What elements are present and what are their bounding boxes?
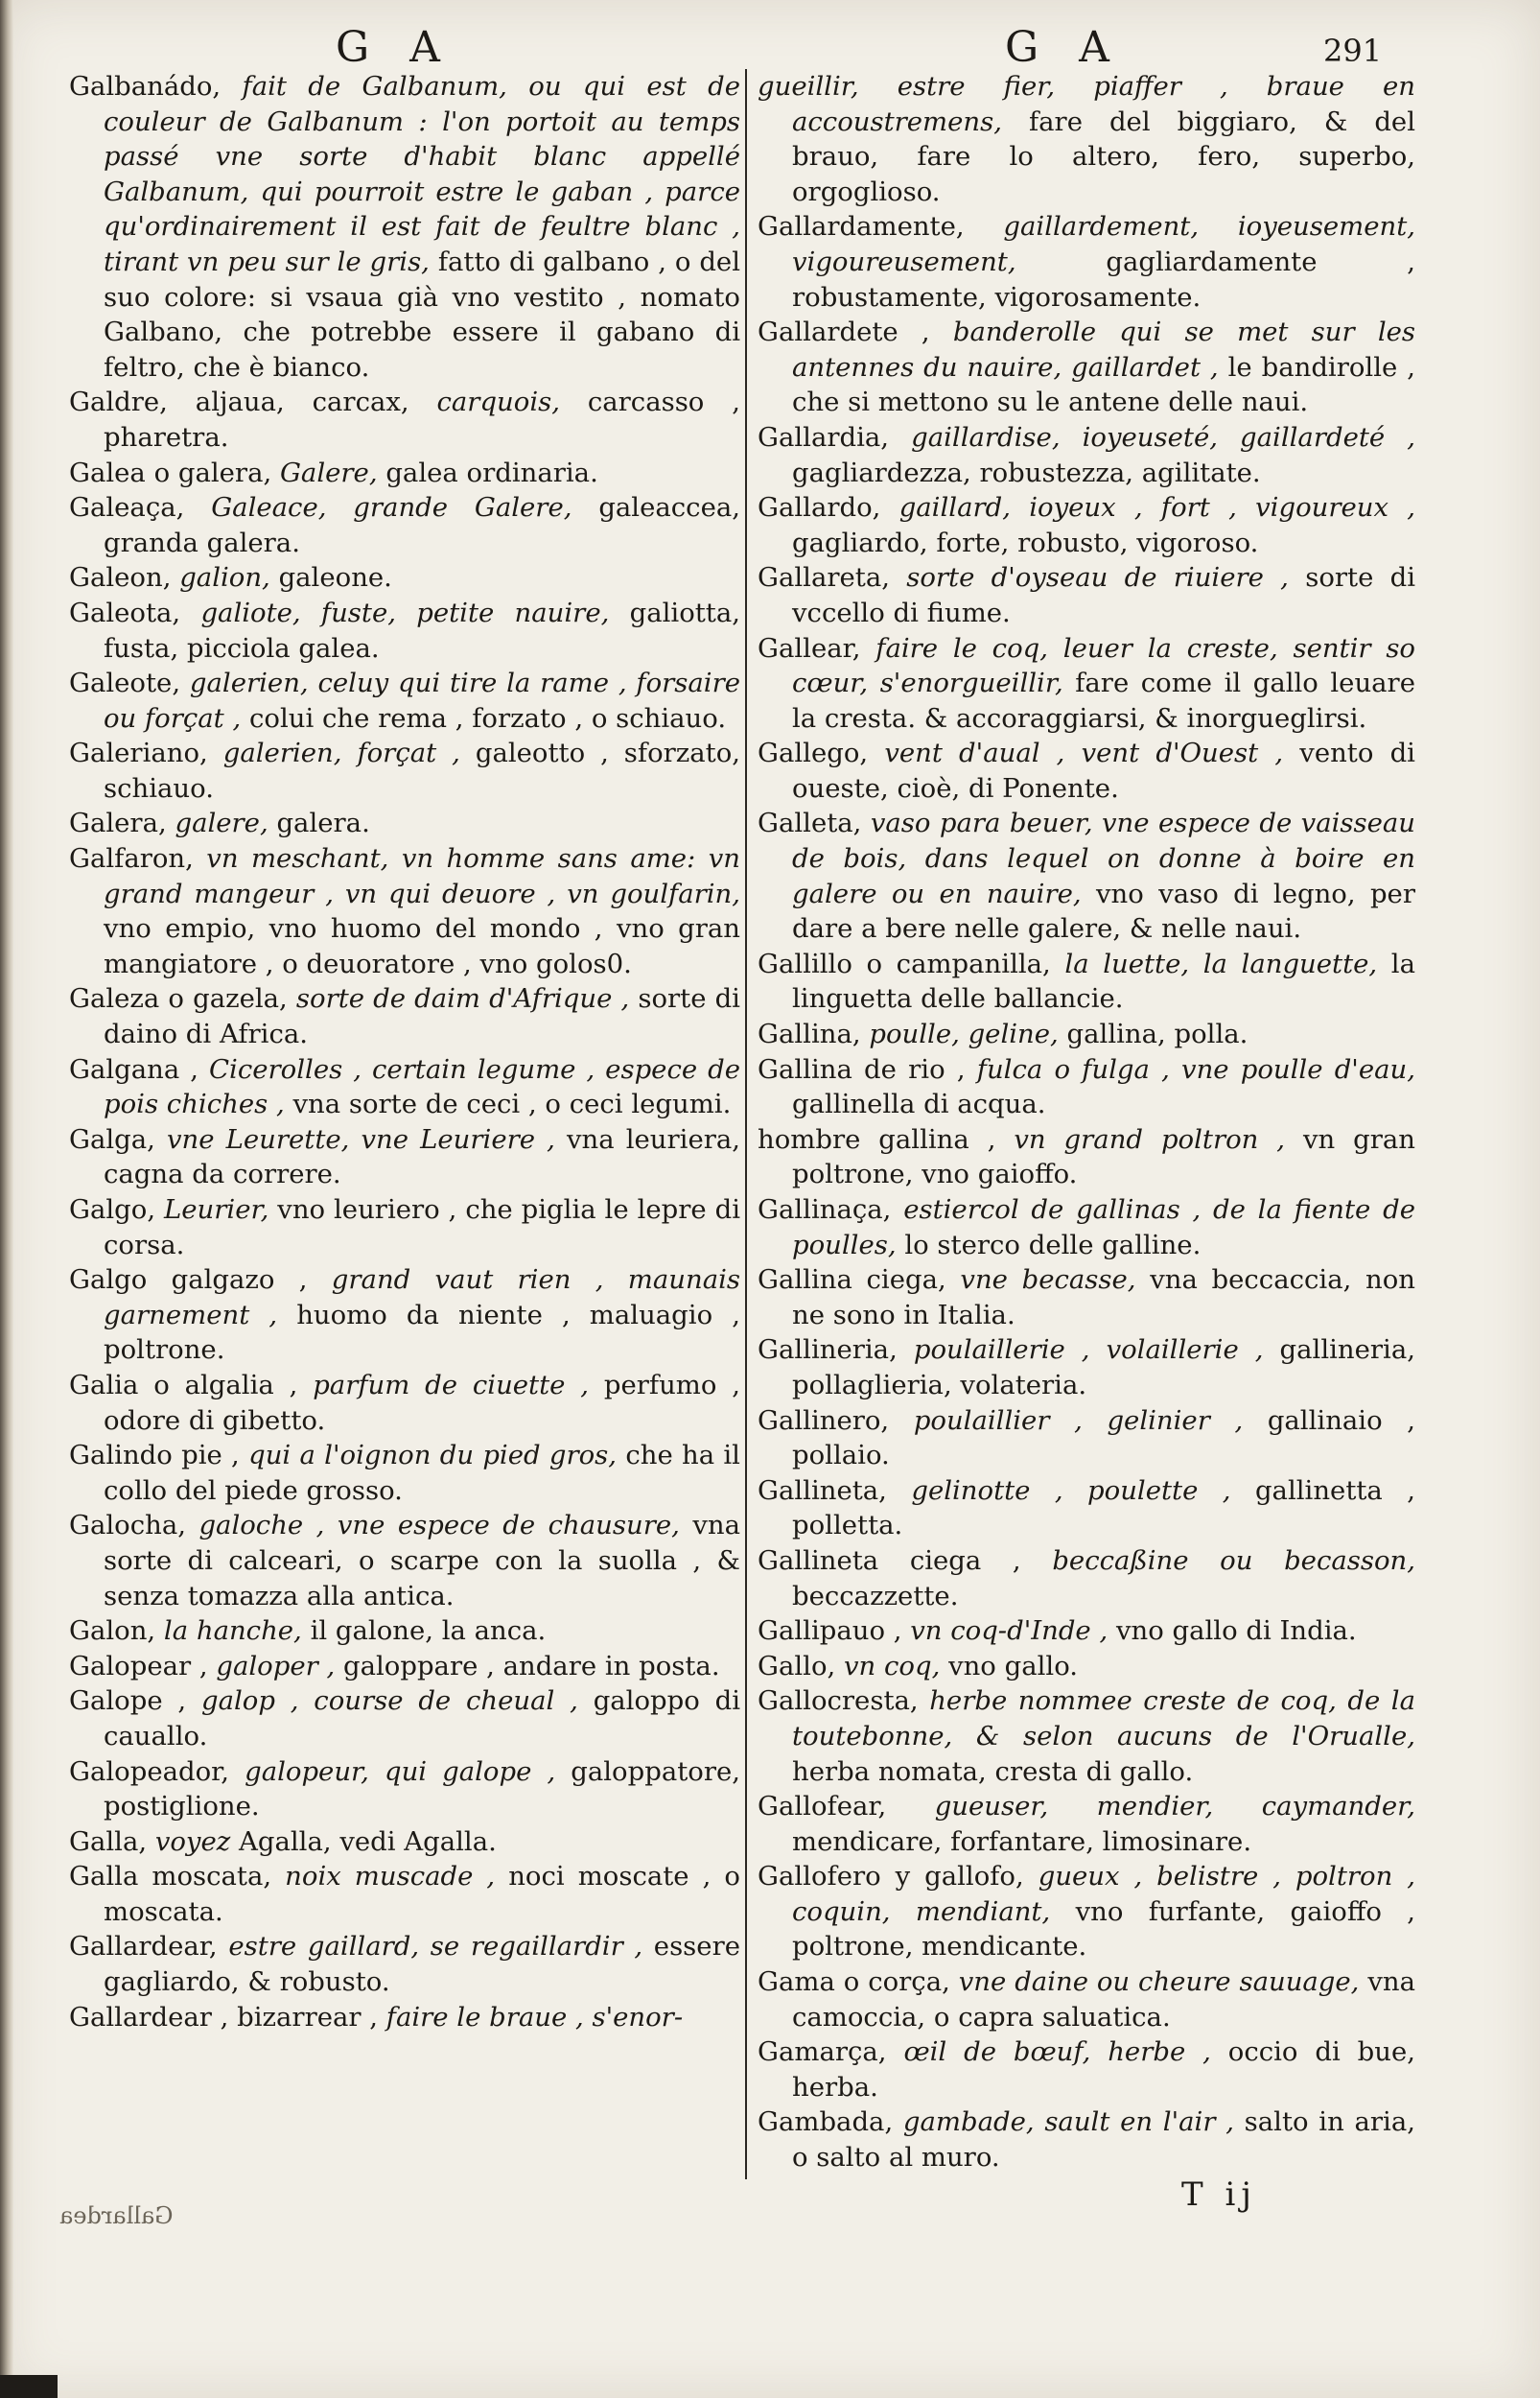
entry-french: galoper , [216, 1650, 336, 1681]
entry-french: estre gaillard, se regaillardir , [228, 1931, 643, 1963]
dictionary-entry [758, 1789, 1415, 1859]
entry-french: gaillardement, ioyeusement, vigoureusement, [792, 211, 1415, 277]
entry-headword: Galeota, [69, 597, 181, 628]
dictionary-entry [758, 1649, 1415, 1684]
entry-headword: Gallipauo , [758, 1615, 902, 1647]
dictionary-entry [69, 1613, 740, 1649]
dictionary-entry [758, 1613, 1415, 1649]
entry-headword: Galeon, [69, 562, 172, 594]
entry-headword: Gallineria, [758, 1334, 898, 1366]
entry-french: Galere, [279, 457, 378, 488]
entry-headword: Galgo, [69, 1194, 156, 1225]
entry-french: la hanche, [163, 1615, 302, 1647]
entry-headword: Gallardear , bizarrear , [69, 2001, 379, 2033]
dictionary-entry [758, 1192, 1415, 1262]
entry-italian: vna sorte de ceci , o ceci legumi. [292, 1089, 732, 1120]
dictionary-entry [758, 209, 1415, 315]
entry-headword: Galera, [69, 808, 167, 839]
entry-italian: gallinetta , polletta. [792, 1474, 1415, 1541]
dictionary-entry [69, 666, 740, 736]
entry-headword: Gallofear, [758, 1791, 887, 1822]
dictionary-entry [758, 69, 1415, 209]
entry-headword: Galeza o gazela, [69, 983, 288, 1015]
dictionary-entry [758, 1543, 1415, 1613]
entry-italian: mendicare, forfantare, limosinare. [792, 1825, 1252, 1857]
entry-italian: lo sterco delle galline. [904, 1229, 1202, 1260]
dictionary-entry [69, 1192, 740, 1262]
entry-french: estiercol de gallinas , de la fiente de poulles, [792, 1194, 1415, 1260]
dictionary-entry [758, 806, 1415, 946]
entry-french: vaso para beuer, vne espece de vaisseau de bois, dans lequel on donne à boire en galere ou en nauire, [792, 808, 1415, 909]
entry-french: gaillard, ioyeux , fort , vigoureux , [898, 492, 1415, 524]
dictionary-entry [69, 560, 740, 596]
entry-italian: Agalla, vedi Agalla. [239, 1825, 497, 1857]
dictionary-entry [758, 1859, 1415, 1964]
entry-italian: gallina, polla. [1066, 1019, 1248, 1050]
page-number: 291 [1323, 33, 1383, 69]
dictionary-entry [758, 1052, 1415, 1122]
entry-french: œil de bœuf, herbe , [903, 2036, 1211, 2068]
dictionary-entry [758, 1473, 1415, 1543]
entry-french: gambade, sault en l'air , [902, 2106, 1234, 2138]
entry-french: grand vaut rien , maunais garnement , [104, 1264, 740, 1330]
entry-headword: Gallear, [758, 632, 861, 664]
dictionary-entry [69, 806, 740, 841]
dictionary-entry [69, 1368, 740, 1438]
entry-french: galiote, fuste, petite nauire, [200, 597, 610, 628]
entry-headword: Gallardamente, [758, 211, 965, 243]
entry-headword: Galleta, [758, 808, 862, 839]
running-header [0, 19, 1540, 77]
entry-headword: Galgana , [69, 1053, 199, 1085]
entry-italian: gallineria, pollaglieria, volateria. [792, 1334, 1415, 1400]
entry-italian: vna camoccia, o capra saluatica. [792, 1966, 1415, 2033]
left-running-head: G A [336, 23, 454, 72]
entry-headword: Galon, [69, 1615, 156, 1647]
entry-italian: occio di bue, herba. [792, 2036, 1416, 2103]
entry-italian: il galone, la anca. [310, 1615, 547, 1647]
entry-french: galere, [175, 808, 268, 839]
entry-headword: Galeote, [69, 668, 181, 699]
entry-french: vn coq-d'Inde , [910, 1615, 1108, 1647]
show-through-mark: Gallardea [59, 2202, 174, 2229]
entry-italian: vno furfante, gaioffo , poltrone, mendicante. [792, 1895, 1416, 1963]
entry-headword: Galopeador, [69, 1755, 230, 1787]
dictionary-entry [69, 1859, 740, 1929]
entry-italian: galea ordinaria. [385, 457, 598, 488]
entry-french: vn grand poltron , [1014, 1123, 1286, 1155]
entry-italian: perfumo , odore di gibetto. [104, 1369, 741, 1436]
entry-italian: sorte di daino di Africa. [104, 983, 740, 1050]
entry-french: faire le coq, leuer la creste, sentir so cœur, s'enorgueillir, [792, 632, 1415, 699]
entry-italian: vno gallo di India. [1115, 1615, 1357, 1647]
entry-french: poulaillerie , volaillerie , [913, 1334, 1264, 1366]
entry-headword: Gallinero, [758, 1404, 890, 1436]
entry-italian: vna beccaccia, non ne sono in Italia. [792, 1264, 1415, 1330]
dictionary-entry [69, 2000, 740, 2035]
dictionary-entry [69, 1438, 740, 1508]
entry-headword: Gallardear, [69, 1931, 218, 1963]
dictionary-entry [758, 1683, 1415, 1789]
entry-french: gueux , belistre , poltron , coquin, mendiant, [792, 1861, 1416, 1927]
entry-french: parfum de ciuette , [313, 1369, 590, 1400]
entry-italian: galoppare , andare in posta. [342, 1650, 720, 1681]
right-running-head: G A [1005, 23, 1123, 72]
entry-italian: vno vaso di legno, per dare a bere nelle galere, & nelle naui. [792, 878, 1415, 945]
entry-headword: Galla moscata, [69, 1861, 272, 1893]
entry-french: gelinotte , poulette , [911, 1474, 1231, 1506]
entry-headword: Galindo pie , [69, 1440, 240, 1471]
entry-italian: vno gallo. [948, 1650, 1079, 1681]
dictionary-entry [758, 2034, 1415, 2104]
entry-italian: vna leuriera, cagna da correre. [104, 1123, 741, 1190]
entry-french: galerien, celuy qui tire la rame , forsaire ou forçat , [104, 668, 740, 734]
entry-italian: sorte di vccello di fiume. [792, 562, 1416, 628]
entry-headword: Gallillo o campanilla, [758, 948, 1051, 979]
dictionary-entry [69, 1649, 740, 1684]
entry-italian: essere gagliardo, & robusto. [104, 1931, 740, 1998]
entry-headword: Galeriano, [69, 738, 208, 769]
dictionary-entry [69, 596, 740, 666]
dictionary-entry [69, 1683, 740, 1753]
entry-headword: Gallo, [758, 1650, 836, 1681]
entry-french: gueuser, mendier, caymander, [934, 1791, 1415, 1822]
entry-headword: Galope , [69, 1685, 187, 1717]
entry-headword: Galbanádo, [69, 71, 222, 102]
entry-french: galerien, forçat , [222, 738, 460, 769]
entry-italian: galera. [276, 808, 370, 839]
entry-french: galoche , vne espece de chausure, [198, 1510, 680, 1541]
entry-headword: Gallina ciega, [758, 1264, 946, 1296]
entry-french: sorte de daim d'Afrique , [295, 983, 630, 1015]
entry-italian: colui che rema , forzato , o schiauo. [248, 702, 727, 734]
entry-headword: Gallardia, [758, 421, 890, 453]
entry-headword: Gamarça, [758, 2036, 887, 2068]
dictionary-entry [758, 560, 1415, 630]
entry-italian: gallinaio , pollaio. [792, 1404, 1416, 1471]
entry-italian: huomo da niente , maluagio , poltrone. [104, 1299, 740, 1366]
dictionary-entry [758, 2104, 1415, 2175]
entry-italian: la linguetta delle ballancie. [792, 948, 1415, 1015]
dictionary-entry [69, 456, 740, 491]
dictionary-entry [758, 1332, 1415, 1402]
dictionary-entry [758, 490, 1415, 560]
dictionary-entry [758, 1262, 1415, 1332]
entry-french: banderolle qui se met sur les antennes du nauire, gaillardet , [792, 317, 1416, 383]
dictionary-entry [69, 1929, 740, 1999]
dictionary-entry [758, 315, 1415, 420]
entry-french: vn coq, [844, 1650, 941, 1681]
entry-headword: Gallina, [758, 1019, 861, 1050]
entry-italian: vno leuriero , che piglia le lepre di corsa. [104, 1194, 740, 1260]
entry-french: sorte d'oyseau de riuiere , [906, 562, 1289, 594]
entry-italian: galeone. [278, 562, 392, 594]
entry-italian: gagliardezza, robustezza, agilitate. [792, 457, 1261, 488]
entry-italian: le bandirolle , che si mettono su le antene delle naui. [792, 351, 1415, 418]
entry-italian: noci moscate , o moscata. [104, 1861, 740, 1927]
dictionary-entry [758, 947, 1415, 1017]
dictionary-entry [69, 1122, 740, 1192]
page-binding-edge [0, 0, 13, 2398]
entry-headword: Gallineta ciega , [758, 1544, 1021, 1576]
entry-italian: galoppo di cauallo. [104, 1685, 741, 1751]
entry-french: Cicerolles , certain legume , espece de pois chiches , [104, 1053, 741, 1120]
entry-french: qui a l'oignon du pied gros, [248, 1440, 618, 1471]
dictionary-entry [69, 385, 740, 455]
entry-italian: vn gran poltrone, vno gaioffo. [792, 1123, 1415, 1190]
column-divider [745, 69, 747, 2179]
entry-headword: hombre gallina , [758, 1123, 996, 1155]
entry-french: galopeur, qui galope , [245, 1755, 556, 1787]
page-corner-shadow [0, 2375, 58, 2398]
entry-french: vne Leurette, vne Leuriere , [167, 1123, 555, 1155]
entry-french: beccaßine ou becasson, [1052, 1544, 1415, 1576]
entry-italian: gagliardo, forte, robusto, vigoroso. [792, 527, 1259, 558]
dictionary-entry [69, 981, 740, 1051]
dictionary-entry [69, 1508, 740, 1613]
entry-headword: Gallardete , [758, 317, 930, 348]
entry-headword: Gama o corça, [758, 1966, 950, 1998]
dictionary-entry [758, 736, 1415, 806]
entry-french: fait de Galbanum, ou qui est de couleur de Galbanum : l'on portoit au temps passé vne sorte d'habit blanc appellé Galbanum, qui pourroit estre le gaban , parce qu'ordinairement il est fait de feultre blanc , tirant vn peu sur le gris, [104, 71, 740, 277]
entry-french: la luette, la languette, [1064, 948, 1378, 979]
entry-french: vne becasse, [960, 1264, 1136, 1296]
entry-french: gueillir, estre fier, piaffer , braue en accoustremens, [758, 71, 1415, 137]
left-column [69, 69, 740, 2034]
entry-headword: Galea o galera, [69, 457, 272, 488]
dictionary-entry [69, 490, 740, 560]
entry-french: vn meschant, vn homme sans ame: vn grand mangeur , vn qui deuore , vn goulfarin, [104, 843, 740, 909]
dictionary-entry [69, 69, 740, 385]
entry-italian: carcasso , pharetra. [104, 387, 740, 453]
right-column [758, 69, 1415, 2175]
entry-headword: Galfaron, [69, 843, 194, 875]
entry-french: herbe nommee creste de coq, de la toutebonne, & selon aucuns de l'Orualle, [792, 1685, 1415, 1751]
dictionary-entry [758, 631, 1415, 737]
entry-italian: fare del biggiaro, & del brauo, fare lo altero, fero, superbo, orgoglioso. [792, 106, 1415, 207]
entry-italian: galiotta, fusta, picciola galea. [104, 597, 740, 664]
entry-french: vent d'aual , vent d'Ouest , [884, 738, 1284, 769]
entry-french: noix muscade , [285, 1861, 496, 1893]
entry-headword: Galeaça, [69, 492, 185, 524]
signature-mark: T ij [1181, 2175, 1257, 2214]
entry-italian: gallinella di acqua. [792, 1089, 1046, 1120]
entry-italian: galeaccea, granda galera. [104, 492, 740, 558]
dictionary-entry [69, 1824, 740, 1860]
dictionary-entry [758, 420, 1415, 490]
dictionary-entry [69, 1262, 740, 1368]
entry-french: poulle, geline, [869, 1019, 1059, 1050]
entry-headword: Gallina de rio , [758, 1053, 966, 1085]
entry-italian: galeotto , sforzato, schiauo. [104, 738, 741, 804]
entry-headword: Galia o algalia , [69, 1369, 298, 1400]
entry-italian: fare come il gallo leuare la cresta. & accoraggiarsi, & inorgueglirsi. [792, 668, 1415, 734]
entry-french: gaillardise, ioyeuseté, gaillardeté , [911, 421, 1415, 453]
dictionary-entry [69, 1754, 740, 1824]
entry-headword: Gallego, [758, 738, 869, 769]
entry-french: galop , course de cheual , [200, 1685, 578, 1717]
entry-french: Leurier, [164, 1194, 269, 1225]
dictionary-entry [69, 1052, 740, 1122]
entry-french: poulaillier , gelinier , [913, 1404, 1244, 1436]
entry-italian: fatto di galbano , o del suo colore: si vsaua già vno vestito , nomato Galbano, che potrebbe essere il gabano di feltro, che è bianco. [104, 246, 740, 383]
dictionary-entry [69, 736, 740, 806]
entry-headword: Galgo galgazo , [69, 1264, 308, 1296]
entry-italian: vno empio, vno huomo del mondo , vno gran mangiatore , o deuoratore , vno golos0. [104, 913, 740, 979]
entry-italian: galoppatore, postiglione. [104, 1755, 740, 1822]
entry-headword: Galopear , [69, 1650, 208, 1681]
entry-french: vne daine ou cheure sauuage, [958, 1966, 1360, 1998]
entry-headword: Gallineta, [758, 1474, 887, 1506]
entry-headword: Gallocresta, [758, 1685, 919, 1717]
entry-italian: herba nomata, cresta di gallo. [792, 1755, 1194, 1787]
entry-french: fulca o fulga , vne poulle d'eau, [976, 1053, 1415, 1085]
entry-french: carquois, [436, 387, 560, 418]
entry-headword: Gallofero y gallofo, [758, 1861, 1024, 1893]
dictionary-entry [758, 1403, 1415, 1473]
entry-french: faire le braue , s'enor- [385, 2001, 684, 2033]
dictionary-entry [758, 1017, 1415, 1052]
entry-italian: vna sorte di calceari, o scarpe con la suolla , & senza tomazza alla antica. [104, 1510, 740, 1611]
entry-headword: Galga, [69, 1123, 155, 1155]
dictionary-entry [758, 1964, 1415, 2034]
entry-headword: Gallinaça, [758, 1194, 892, 1225]
entry-italian: che ha il collo del piede grosso. [104, 1440, 740, 1506]
entry-italian: vento di oueste, cioè, di Ponente. [792, 738, 1415, 804]
entry-headword: Gallareta, [758, 562, 890, 594]
entry-headword: Galdre, aljaua, carcax, [69, 387, 409, 418]
entry-headword: Gallardo, [758, 492, 881, 524]
entry-french: voyez [154, 1825, 231, 1857]
entry-headword: Galla, [69, 1825, 148, 1857]
entry-headword: Gambada, [758, 2106, 894, 2138]
entry-french: Galeace, grande Galere, [211, 492, 572, 524]
entry-italian: beccazzette. [792, 1580, 959, 1611]
dictionary-entry [69, 841, 740, 981]
entry-italian: salto in aria, o salto al muro. [792, 2106, 1415, 2174]
entry-french: galion, [179, 562, 270, 594]
dictionary-entry [758, 1122, 1415, 1192]
entry-italian: gagliardamente , robustamente, vigorosamente. [792, 246, 1415, 313]
entry-headword: Galocha, [69, 1510, 186, 1541]
